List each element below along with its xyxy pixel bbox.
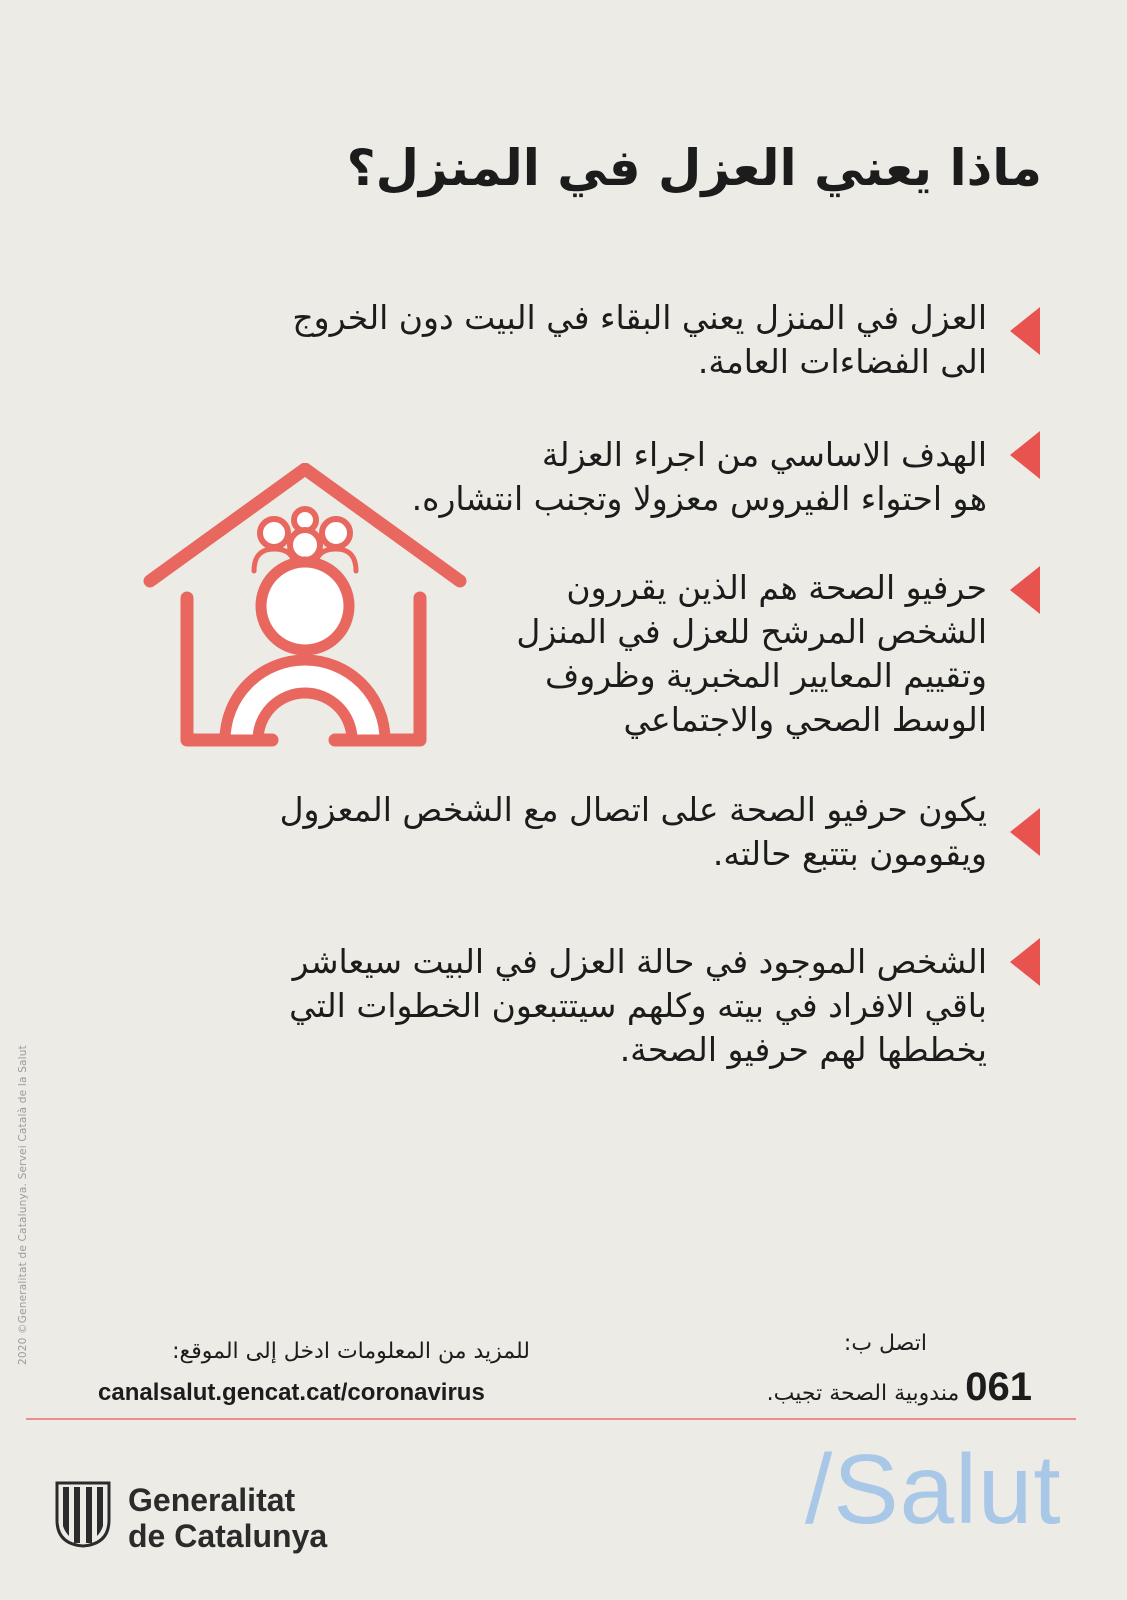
bullet-line: العزل في المنزل يعني البقاء في البيت دون الخروج xyxy=(292,298,987,337)
hotline-text: مندوبية الصحة تجيب. xyxy=(766,1381,960,1406)
page-title: ماذا يعني العزل في المنزل؟ xyxy=(346,139,1042,197)
bullet-line: حرفيو الصحة هم الذين يقررون xyxy=(566,568,987,607)
logo-line-2: de Catalunya xyxy=(128,1518,328,1554)
bullet-arrow-icon xyxy=(1010,938,1040,986)
bullet-line: الشخص الموجود في حالة العزل في البيت سيعاشر xyxy=(292,942,987,981)
bullet-item xyxy=(292,296,987,384)
bullet-line: باقي الافراد في بيته وكلهم سيتتبعون الخطوات التي xyxy=(289,986,987,1025)
bullet-item xyxy=(289,940,987,1072)
bullet-line: وتقييم المعايير المخبرية وظروف xyxy=(545,656,987,695)
bullet-line: هو احتواء الفيروس معزولا وتجنب انتشاره. xyxy=(411,479,987,518)
bullet-item xyxy=(516,566,987,742)
bullet-item xyxy=(280,788,987,876)
bullet-line: الوسط الصحي والاجتماعي xyxy=(623,700,987,739)
bullet-arrow-icon xyxy=(1010,808,1040,856)
bullet-line: الى الفضاءات العامة. xyxy=(697,342,987,381)
more-info-label: للمزيد من المعلومات ادخل إلى الموقع: xyxy=(172,1339,530,1364)
bullet-arrow-icon xyxy=(1010,431,1040,479)
bullet-line: الشخص المرشح للعزل في المنزل xyxy=(516,612,987,651)
call-label: اتصل ب: xyxy=(843,1331,927,1356)
footer-divider xyxy=(26,1418,1076,1420)
logo-line-1: Generalitat xyxy=(128,1482,296,1518)
salut-brand: /Salut xyxy=(805,1434,1062,1544)
bullet-line: ويقومون بتتبع حالته. xyxy=(712,834,987,873)
house-people-icon xyxy=(142,463,472,763)
bullet-arrow-icon xyxy=(1010,307,1040,355)
bullet-item xyxy=(412,433,987,521)
generalitat-logo-text xyxy=(128,1482,327,1554)
hotline xyxy=(767,1363,1032,1411)
bullet-line: يخططها لهم حرفيو الصحة. xyxy=(619,1030,987,1069)
more-info-link[interactable]: canalsalut.gencat.cat/coronavirus xyxy=(98,1379,485,1406)
bullet-line: الهدف الاساسي من اجراء العزلة xyxy=(541,435,987,474)
bullet-line: يكون حرفيو الصحة على اتصال مع الشخص المعزول xyxy=(279,790,987,829)
copyright-credit: 2020 ©Generalitat de Catalunya. Servei Català de la Salut xyxy=(17,1045,29,1365)
generalitat-shield-icon xyxy=(54,1480,112,1548)
hotline-number: 061 xyxy=(965,1365,1032,1409)
bullet-arrow-icon xyxy=(1010,566,1040,614)
